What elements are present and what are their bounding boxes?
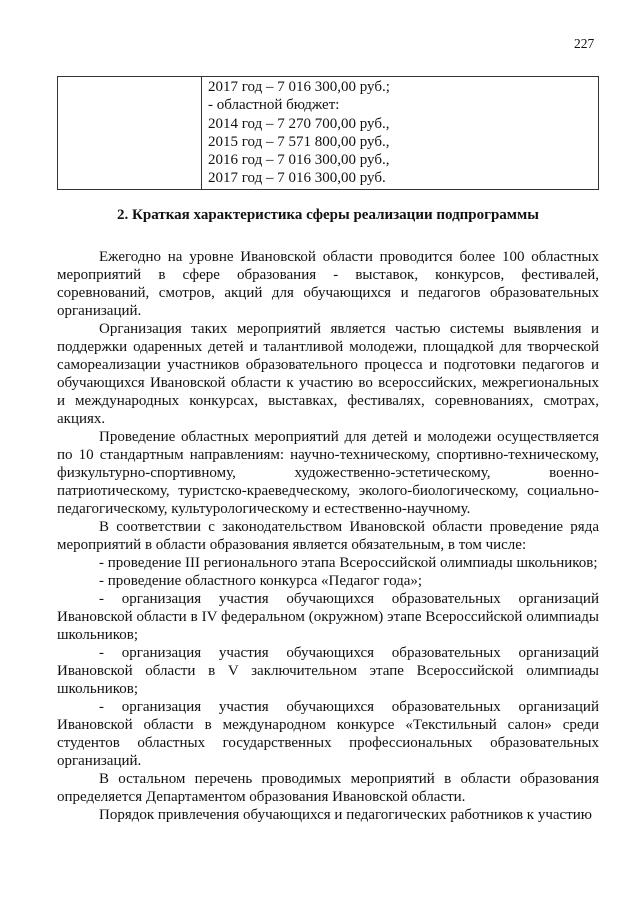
- budget-line: 2014 год – 7 270 700,00 руб.,: [208, 115, 390, 132]
- list-item: - проведение областного конкурса «Педагог года»;: [99, 573, 423, 589]
- table-cell-left: [58, 77, 202, 190]
- paragraph: Проведение областных мероприятий для детей и молодежи осуществляется по 10 стандартным направлениям: научно-техническому, спортивно-техническому, физкультурно-спортивному, художественно-эстетическому, военно-патриотическому, туристско-краеведческому, эколого-биологическому, социально-педагогическому, культурологическому и естественно-научному.: [57, 429, 599, 517]
- page-number: 227: [574, 36, 595, 51]
- paragraph: Порядок привлечения обучающихся и педагогических работников к участию: [99, 807, 592, 823]
- paragraph: В соответствии с законодательством Ивановской области проведение ряда мероприятий в области образования является обязательным, в том числе:: [57, 519, 599, 553]
- list-item: - организация участия обучающихся образовательных организаций Ивановской области в V заключительном этапе Всероссийской олимпиады школьников;: [57, 645, 599, 697]
- table-cell-budget-lines: [202, 77, 599, 190]
- list-item: - проведение III регионального этапа Всероссийской олимпиады школьников;: [99, 555, 598, 571]
- paragraph: Ежегодно на уровне Ивановской области проводится более 100 областных мероприятий в сфере образования - выставок, конкурсов, фестивалей, соревнований, смотров, акций для обучающихся и педагогов образовательных организаций.: [57, 249, 599, 319]
- paragraph: В остальном перечень проводимых мероприятий в области образования определяется Департаментом образования Ивановской области.: [57, 771, 599, 805]
- paragraph: Организация таких мероприятий является частью системы выявления и поддержки одаренных детей и талантливой молодежи, площадкой для творческой самореализации участников образовательного процесса и подготовки педагогов и обучающихся Ивановской области к участию во всероссийских, межрегиональных и международных конкурсах, выставках, фестивалях, соревнованиях, смотрах, акциях.: [57, 321, 599, 427]
- budget-table: [57, 76, 599, 190]
- budget-line: 2017 год – 7 016 300,00 руб.;: [208, 79, 390, 95]
- budget-line: 2015 год – 7 571 800,00 руб.,: [208, 133, 390, 150]
- budget-line: 2017 год – 7 016 300,00 руб.: [208, 170, 386, 187]
- section-heading: 2. Краткая характеристика сферы реализации подпрограммы: [117, 207, 539, 223]
- budget-line: - областной бюджет:: [208, 97, 340, 114]
- table-row: [58, 77, 599, 190]
- list-item: - организация участия обучающихся образовательных организаций Ивановской области в IV федеральном (окружном) этапе Всероссийской олимпиады школьников;: [57, 591, 599, 643]
- budget-line: 2016 год – 7 016 300,00 руб.,: [208, 152, 390, 169]
- body-text: [57, 248, 599, 824]
- list-item: - организация участия обучающихся образовательных организаций Ивановской области в международном конкурсе «Текстильный салон» среди студентов областных государственных профессиональных образовательных организаций.: [57, 699, 599, 769]
